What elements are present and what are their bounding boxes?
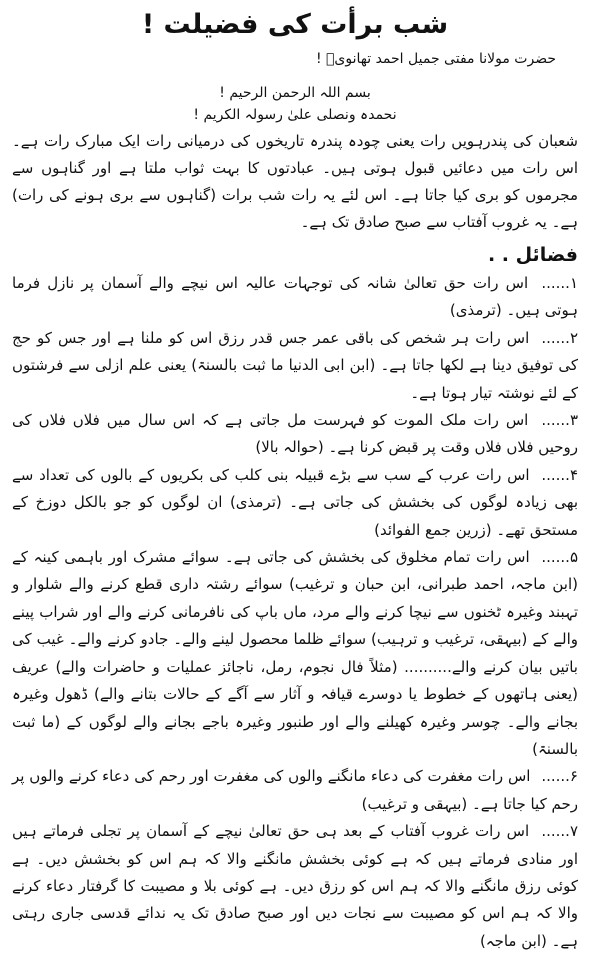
item-number: ۶...... xyxy=(541,767,578,786)
intro-paragraph: شعبان کی پندرہویں رات یعنی چودہ پندرہ تاریخوں کی درمیانی رات ایک مبارک رات ہے۔ اس رات میں دعائیں قبول ہوتی ہیں۔ عبادتوں کا بہت ثواب ملتا ہے اور گناہوں سے مجرموں کو بری کیا جاتا ہے۔ اس لئے یہ رات شب برات (گناہوں سے بری ہونے کی رات) ہے۔ یہ غروب آفتاب سے صبح صادق تک ہے۔ xyxy=(12,132,578,231)
item-text: اس رات حق تعالیٰ شانہ کی توجہات عالیہ اس نیچے والے آسمان پر نازل فرما ہوتی ہیں۔ (ترمذی) xyxy=(12,274,578,320)
item-number: ۴...... xyxy=(541,465,578,484)
item-text: اس رات عرب کے سب سے بڑے قبیلہ بنی کلب کی بکریوں کے بالوں کی تعداد سے بھی زیادہ لوگوں کی بخشش کی جاتی ہے۔ (ترمذی) ان لوگوں کو جو بالکل دوزخ کے مستحق تھے۔ (زرین جمع الفوائد) xyxy=(12,465,578,539)
list-item xyxy=(12,325,578,407)
item-number: ۷...... xyxy=(541,822,578,841)
item-text: اس رات تمام مخلوق کی بخشش کی جاتی ہے۔ سوائے مشرک اور باہمی کینہ کے (ابن ماجہ، احمد طبرانی، ابن حبان و ترغیب) سوائے رشتہ داری قطع کرنے والے شلوار و تہبند وغیرہ ٹخنوں سے نیچا کرنے والے مرد، ماں باپ کی نافرمانی کرنے والے اور شراب پینے والے کے (بیہقی، ترغیب و ترہیب) سوائے ظلما محصول لینے والے۔ جادو کرنے والے۔ غیب کی باتیں بیان کرنے والے.......... (مثلاً فال نجوم، رمل، ناجائز عملیات و حاضرات والے) عریف (یعنی ہاتھوں کے خطوط یا دوسرے قیافہ و آثار سے آگے کے حالات بتانے والے) ڈھول وغیرہ بجانے والے۔ چوسر وغیرہ کھیلنے والے اور طنبور وغیرہ باجے بجانے والے لوگوں کے (ما ثبت بالسنۃ) xyxy=(12,548,578,758)
author-line: حضرت مولانا مفتی جمیل احمد تھانویؒ ! xyxy=(315,51,556,67)
hamd-line: نحمدہ ونصلی علیٰ رسولہ الکریم ! xyxy=(193,107,397,123)
list-item xyxy=(12,544,578,763)
list-item xyxy=(12,818,578,955)
list-item xyxy=(12,763,578,818)
item-number: ۱...... xyxy=(541,274,579,292)
item-text: اس رات ہر شخص کی باقی عمر جس قدر رزق اس کو ملنا ہے اور جس کو حج کی توفیق دینا ہے لکھا جاتا ہے۔ (ابن ابی الدنیا ما ثبت بالسنۃ) یعنی علم ازلی سے فرشتوں کے لئے نوشتہ تیار ہوتا ہے۔ xyxy=(12,328,578,402)
item-number: ۳...... xyxy=(541,411,578,430)
list-item xyxy=(12,407,578,462)
item-text: اس رات غروب آفتاب کے بعد ہی حق تعالیٰ نیچے کے آسمان پر تجلی فرماتے ہیں اور منادی فرماتے ہیں کہ ہے کوئی بخشش مانگنے والا کہ ہم اس کو بخشش دیں۔ ہے کوئی رزق مانگنے والا کہ ہم اس کو رزق دیں۔ ہے کوئی بلا و مصیبت کا گرفتار دعاء کرنے والا کہ ہم اس کو مصیبت سے نجات دیں اور صبح صادق تک یہ ندائے قدسی جاری رہتی ہے۔ (ابن ماجہ) xyxy=(12,822,578,950)
list-item xyxy=(12,462,578,544)
page-title: شب برأت کی فضیلت ! xyxy=(141,9,449,40)
item-text: اس رات مغفرت کی دعاء مانگنے والوں کی مغفرت اور رحم کی دعاء کرنے والوں پر رحم کیا جاتا ہے۔ (بیہقی و ترغیب) xyxy=(12,767,578,813)
item-number: ۲...... xyxy=(541,328,578,347)
bismillah-line: بسم اللہ الرحمن الرحیم ! xyxy=(219,85,371,101)
list-item xyxy=(12,270,578,325)
item-text: اس رات ملک الموت کو فہرست مل جاتی ہے کہ اس سال میں فلاں فلاں کی روحیں فلاں فلاں وقت پر قبض کرنا ہے۔ (حوالہ بالا) xyxy=(12,411,578,457)
fazail-heading: فضائل . . xyxy=(487,244,578,266)
item-number: ۵...... xyxy=(541,548,578,567)
